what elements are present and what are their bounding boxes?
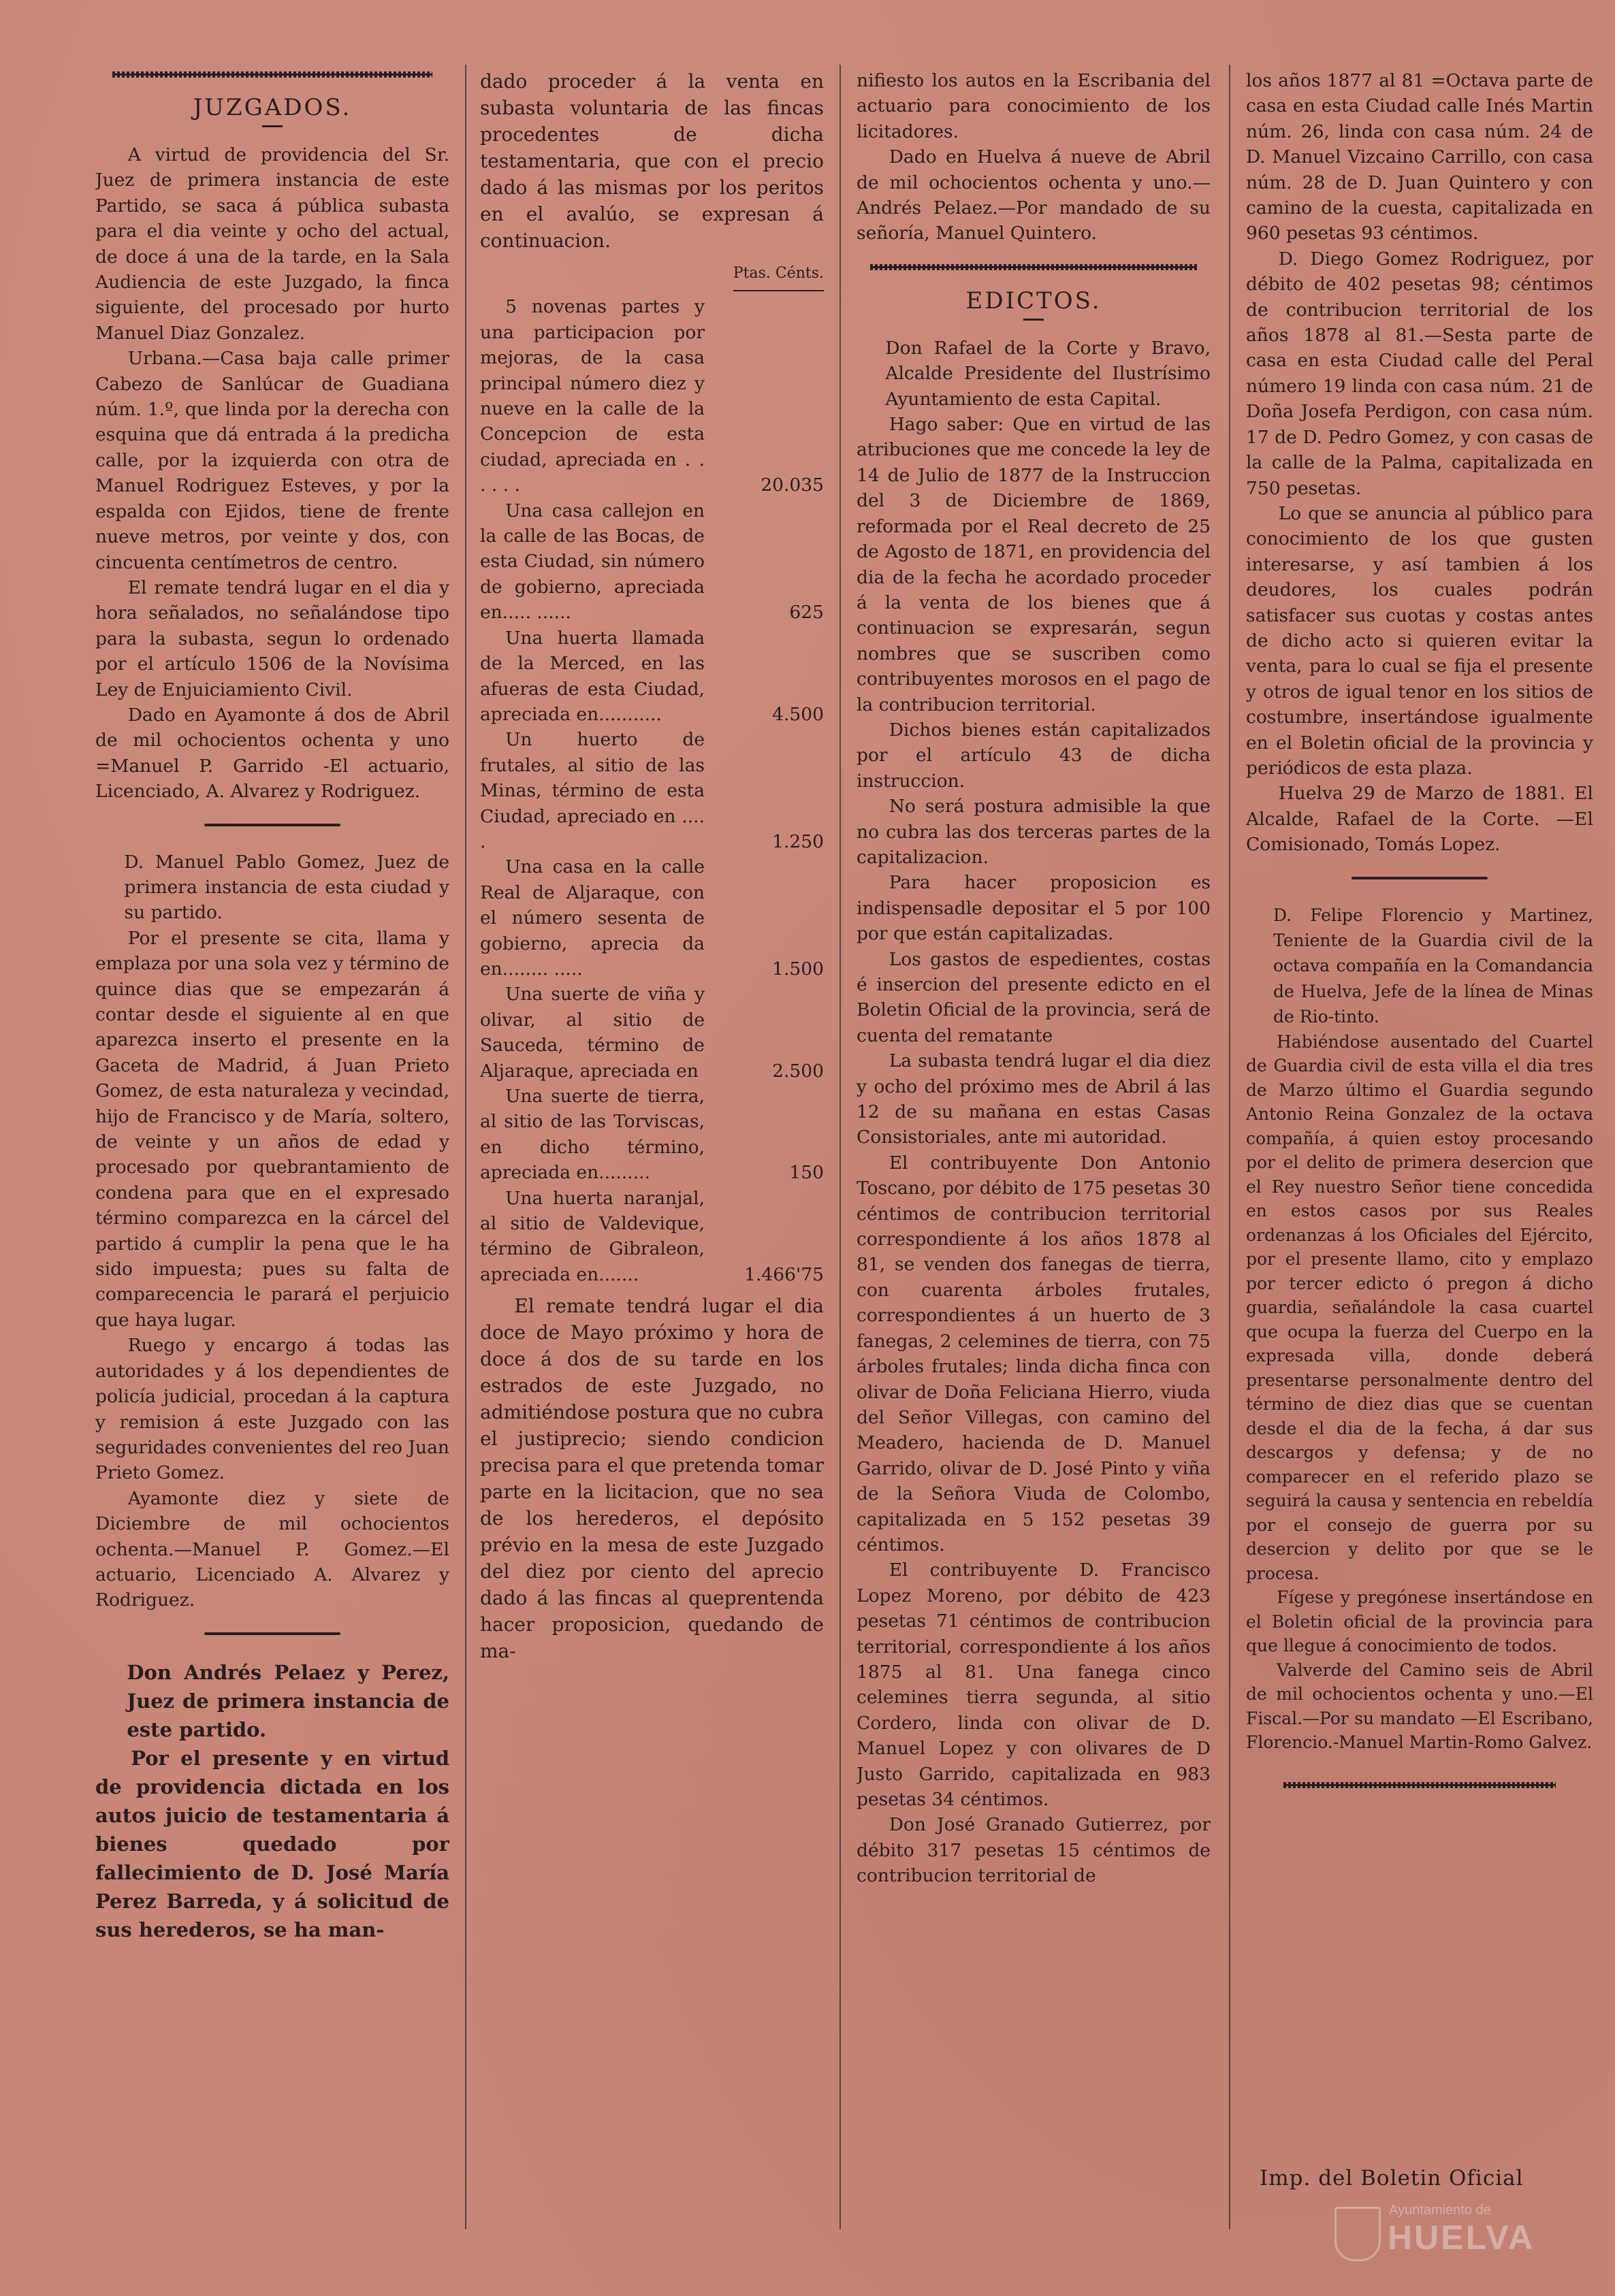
property-row xyxy=(480,1084,824,1186)
ornamental-rule xyxy=(1283,1782,1556,1789)
property-price: 20.035 xyxy=(761,474,824,496)
column-2 xyxy=(480,68,824,2212)
title-dash xyxy=(262,125,283,127)
notice-paragraph: Los gastos de espedientes, costas é insercion del presente edicto en el Boletin Oficial de la provincia, será de cuenta del rematante xyxy=(857,948,1211,1046)
notice-paragraph: Don José Granado Gutierrez, por débito 317 pesetas 15 céntimos de contribucion territorial de xyxy=(857,1814,1211,1887)
notice-paragraph: Dado en Ayamonte á dos de Abril de mil ochocientos ochenta y uno =Manuel P. Garrido -El actuario, Licenciado, A. Alvarez y Rodriguez. xyxy=(95,704,449,803)
notice-paragraph: Para hacer proposicion es indispensadle depositar el 5 por 100 por que están capitalizadas. xyxy=(857,872,1211,945)
archive-watermark xyxy=(1334,2203,1566,2264)
section-title-juzgados: JUZGADOS. xyxy=(193,94,352,121)
property-list xyxy=(480,294,824,1287)
notice-paragraph: Fígese y pregónese insertándose en el Boletin oficial de la provincia para que llegue á conocimiento de todos. xyxy=(1246,1587,1593,1656)
notice-paragraph: A virtud de providencia del Sr. Juez de primera instancia de este Partido, se saca á pública subasta para el dia veinte y ocho del actual, de doce á una de la tarde, en la Sala Audiencia de este Juzgado, la finca siguiente, del procesado por hurto Manuel Diaz Gonzalez. xyxy=(95,144,449,344)
notice-paragraph: Habiéndose ausentado del Cuartel de Guardia civil de esta villa el dia tres de Marzo último el Guardia segundo Antonio Reina Gonzalez de la octava compañía, á quien estoy procesando por el delito de primera desercion que el Rey nuestro Señor tiene concedida en estos casos por sus Reales ordenanzas á los Oficiales del Ejército, por el presente llamo, cito y emplazo por tercer edicto ó pregon á dicho guardia, señalándole la casa cuartel que ocupa la fuerza del Cuerpo en la expresada villa, donde deberá presentarse personalmente dentro del término de diez dias que se cuentan desde el dia de la fecha, á dar sus descargos y defensa; y de no comparecer en el referido plazo se seguirá la causa y sentencia en rebeldía por el consejo de guerra por su desercion y delito por que se le procesa. xyxy=(1246,1031,1593,1583)
separator-rule xyxy=(204,1632,340,1635)
property-price: 150 xyxy=(789,1162,824,1184)
notice-paragraph: Por el presente se cita, llama y emplaza por una sola vez y término de quince dias que se empezarán á contar desde el siguiente al en que aparezca inserto el presente en la Gaceta de Madrid, á Juan Prieto Gomez, de esta naturaleza y vecindad, hijo de Francisco y de María, soltero, de veinte y un años de edad y procesado por quebrantamiento de condena para que en el expresado término comparezca en la cárcel del partido á cumplir la pena que le ha sido impuesta; pues su falta de comparecencia le parará el perjuicio que haya lugar. xyxy=(95,927,449,1331)
property-description: Un huerto de frutales, al sitio de las Minas, término de esta Ciudad, apreciado en .... . xyxy=(480,729,705,852)
title-dash xyxy=(1023,319,1044,321)
notice-paragraph: El contribuyente D. Francisco Lopez Moreno, por débito de 423 pesetas 71 céntimos de contribucion territorial, correspondiente á los años 1875 al 81. Una fanega cinco celemines tierra segunda, al sitio Cordero, linda con olivar de D. Manuel Lopez y con olivares de D Justo Garrido, capitalizada en 983 pesetas 34 céntimos. xyxy=(857,1559,1211,1810)
notice-paragraph: Dado en Huelva á nueve de Abril de mil ochocientos ochenta y uno.—Andrés Pelaez.—Por mandado de su señoría, Manuel Quintero. xyxy=(857,146,1211,244)
coat-of-arms-icon xyxy=(1334,2207,1381,2261)
property-price: 1.500 xyxy=(772,958,824,980)
property-price: 625 xyxy=(789,602,824,624)
notice-heading: Don Andrés Pelaez y Perez, Juez de primera instancia de este partido. xyxy=(127,1660,449,1741)
property-price: 2.500 xyxy=(772,1060,824,1082)
property-price: 1.250 xyxy=(772,830,824,852)
notice-paragraph: Dichos bienes están capitalizados por el artículo 43 de dicha instruccion. xyxy=(857,719,1211,792)
notice-paragraph: D. Diego Gomez Rodriguez, por débito de 402 pesetas 98; céntimos de contribucion territorial de los años 1878 al 81.—Sesta parte de casa en esta Ciudad calle del Peral número 19 linda con casa núm. 21 de Doña Josefa Perdigon, con casa núm. 17 de D. Pedro Gomez, y con casas de la calle de la Palma, capitalizada en 750 pesetas. xyxy=(1246,248,1593,499)
notice-paragraph: El remate tendrá lugar en el dia y hora señalados, no señalándose tipo para la subasta, segun lo ordenado por el artículo 1506 de la Novísima Ley de Enjuiciamiento Civil. xyxy=(95,577,449,700)
notice-paragraph: los años 1877 al 81 =Octava parte de casa en esta Ciudad calle Inés Martin núm. 26, linda con casa núm. 24 de D. Manuel Vizcaino Carrillo, con casa núm. 28 de D. Juan Quintero y con camino de la cuesta, capitalizada en 960 pesetas 93 céntimos. xyxy=(1246,70,1593,244)
notice-heading: D. Manuel Pablo Gomez, Juez de primera instancia de esta ciudad y su partido. xyxy=(124,851,449,924)
column-divider xyxy=(1229,65,1230,2229)
notice-paragraph: La subasta tendrá lugar el dia diez y ocho del próximo mes de Abril á las 12 de su mañana en estas Casas Consistoriales, ante mi autoridad. xyxy=(857,1050,1211,1148)
notice-paragraph: El remate tendrá lugar el dia doce de Mayo próximo y hora de doce á dos de su tarde en los estrados de este Juzgado, no admitiéndose postura que no cubra el justiprecio; siendo condicion precisa para el que pretenda tomar parte en la licitacion, que no sea de los herederos, el depósito prévio en la mesa de este Juzgado del diez por ciento del aprecio dado á las fincas al queprentenda hacer proposicion, quedando de ma- xyxy=(480,1295,824,1663)
notice-paragraph: dado proceder á la venta en subasta voluntaria de las fincas procedentes de dicha testamentaria, que con el precio dado á las mismas por los peritos en el avalúo, se expresan á continuacion. xyxy=(480,70,824,252)
column-divider xyxy=(840,65,841,2229)
property-description: Una casa en la calle Real de Aljaraque, con el número sesenta de gobierno, aprecia da en........ ..... xyxy=(480,856,705,980)
notice-paragraph: Hago saber: Que en virtud de las atribuciones que me concede la ley de 14 de Julio de 1877 de la Instruccion del 3 de Diciembre de 1869, reformada por el Real decreto de 25 de Agosto de 1871, en providencia del dia de la fecha he acordado proceder á la venta de los bienes que á continuacion se expresarán, segun nombres que se suscriben como contribuyentes morosos en el pago de la contribucion territorial. xyxy=(857,414,1211,715)
separator-rule xyxy=(1352,877,1488,879)
watermark-line-1: Ayuntamiento de xyxy=(1389,2203,1491,2218)
ornamental-rule xyxy=(112,71,432,78)
notice-paragraph: Valverde del Camino seis de Abril de mil ochocientos ochenta y uno.—El Fiscal.—Por su mandato —El Escribano, Florencio.-Manuel Martin-Romo Galvez. xyxy=(1246,1660,1593,1753)
property-description: 5 novenas partes y una participacion por mejoras, de la casa principal número diez y nueve en la calle de la Concepcion de esta ciudad, apreciada en . . . . . . xyxy=(480,296,705,496)
notice-paragraph: Ruego y encargo á todas las autoridades y á los dependientes de policía judicial, procedan á la captura y remision á este Juzgado con las seguridades convenientes del reo Juan Prieto Gomez. xyxy=(95,1335,449,1484)
property-row xyxy=(480,1186,824,1288)
property-description: Una casa callejon en la calle de las Bocas, de esta Ciudad, sin número de gobierno, apreciada en..... ...... xyxy=(480,500,705,624)
property-row xyxy=(480,982,824,1084)
property-description: Una suerte de tierra, al sitio de las Torviscas, en dicho término, apreciada en......... xyxy=(480,1086,705,1184)
ornamental-rule xyxy=(870,264,1197,271)
column-4 xyxy=(1246,68,1593,2212)
notice-paragraph: Por el presente y en virtud de providencia dictada en los autos juicio de testamentaria á bienes quedado por fallecimiento de D. José María Perez Barreda, y á solicitud de sus herederos, se ha man- xyxy=(95,1746,449,1941)
column-3 xyxy=(857,68,1211,2212)
notice-paragraph: No será postura admisible la que no cubra las dos terceras partes de la capitalizacion. xyxy=(857,796,1211,868)
property-price: 1.466'75 xyxy=(744,1263,824,1285)
notice-paragraph: Urbana.—Casa baja calle primer Cabezo de Sanlúcar de Guadiana núm. 1.º, que linda por la derecha con esquina que dá entrada á la predicha calle, por la izquierda con otra de Manuel Rodriguez Esteves, y por la espalda con Ejidos, tiene de frente nueve metros, por veinte y dos, con cincuenta centímetros de centro. xyxy=(95,348,449,573)
notice-paragraph: El contribuyente Don Antonio Toscano, por débito de 175 pesetas 30 céntimos de contribucion territorial correspondiente á los años 1878 al 81, se venden dos fanegas de tierra, con cuarenta árboles frutales, correspondientes á un huerto de 3 fanegas, 2 celemines de tierra, con 75 árboles frutales; linda dicha finca con olivar de Doña Feliciana Hierro, viuda del Señor Villegas, con camino del Meadero, hacienda de D. Manuel Garrido, olivar de D. José Pinto y viña de la Señora Viuda de Colombo, capitalizada en 5 152 pesetas 39 céntimos. xyxy=(857,1152,1211,1555)
printer-imprint: Imp. del Boletin Oficial xyxy=(1260,2166,1524,2190)
column-1 xyxy=(95,68,449,2212)
property-row xyxy=(480,727,824,854)
property-price: 4.500 xyxy=(772,703,824,725)
watermark-line-2: HUELVA xyxy=(1388,2218,1535,2257)
property-description: Una suerte de viña y olivar, al sitio de Sauceda, término de Aljaraque, apreciada en xyxy=(480,984,705,1082)
notice-paragraph: Ayamonte diez y siete de Diciembre de mil ochocientos ochenta.—Manuel P. Gomez.—El actuario, Licenciado A. Alvarez y Rodriguez. xyxy=(95,1487,449,1611)
property-description: Una huerta naranjal, al sitio de Valdevique, término de Gibraleon, apreciada en....... xyxy=(480,1187,705,1285)
property-row xyxy=(480,626,824,728)
notice-paragraph: Lo que se anuncia al público para conocimiento de los que gusten interesarse, y así tambien á los deudores, los cuales podrán satisfacer sus cuotas y costas antes de dicho acto si quieren evitar la venta, para lo cual se fija el presente y otros de igual tenor en los sitios de costumbre, insertándose igualmente en el Boletin oficial de la provincia y periódicos de esta plaza. xyxy=(1246,502,1593,779)
notice-heading: D. Felipe Florencio y Martinez, Teniente de la Guardia civil de la octava compañía en la Comandancia de Huelva, Jefe de la línea de Minas de Rio-tinto. xyxy=(1273,905,1593,1027)
column-divider xyxy=(465,65,466,2229)
notice-paragraph: nifiesto los autos en la Escribania del actuario para conocimiento de los licitadores. xyxy=(857,70,1211,142)
price-column-header: Ptas. Cénts. xyxy=(480,261,824,291)
notice-heading: Don Rafael de la Corte y Bravo, Alcalde Presidente del Ilustrísimo Ayuntamiento de esta Capital. xyxy=(885,337,1211,410)
property-row xyxy=(480,498,824,626)
separator-rule xyxy=(204,824,340,826)
property-description: Una huerta llamada de la Merced, en las afueras de esta Ciudad, apreciada en........... xyxy=(480,627,705,725)
property-row xyxy=(480,854,824,982)
section-title-edictos: EDICTOS. xyxy=(965,287,1102,314)
notice-paragraph: Huelva 29 de Marzo de 1881. El Alcalde, Rafael de la Corte. —El Comisionado, Tomás Lopez. xyxy=(1246,783,1593,856)
property-row xyxy=(480,294,824,498)
